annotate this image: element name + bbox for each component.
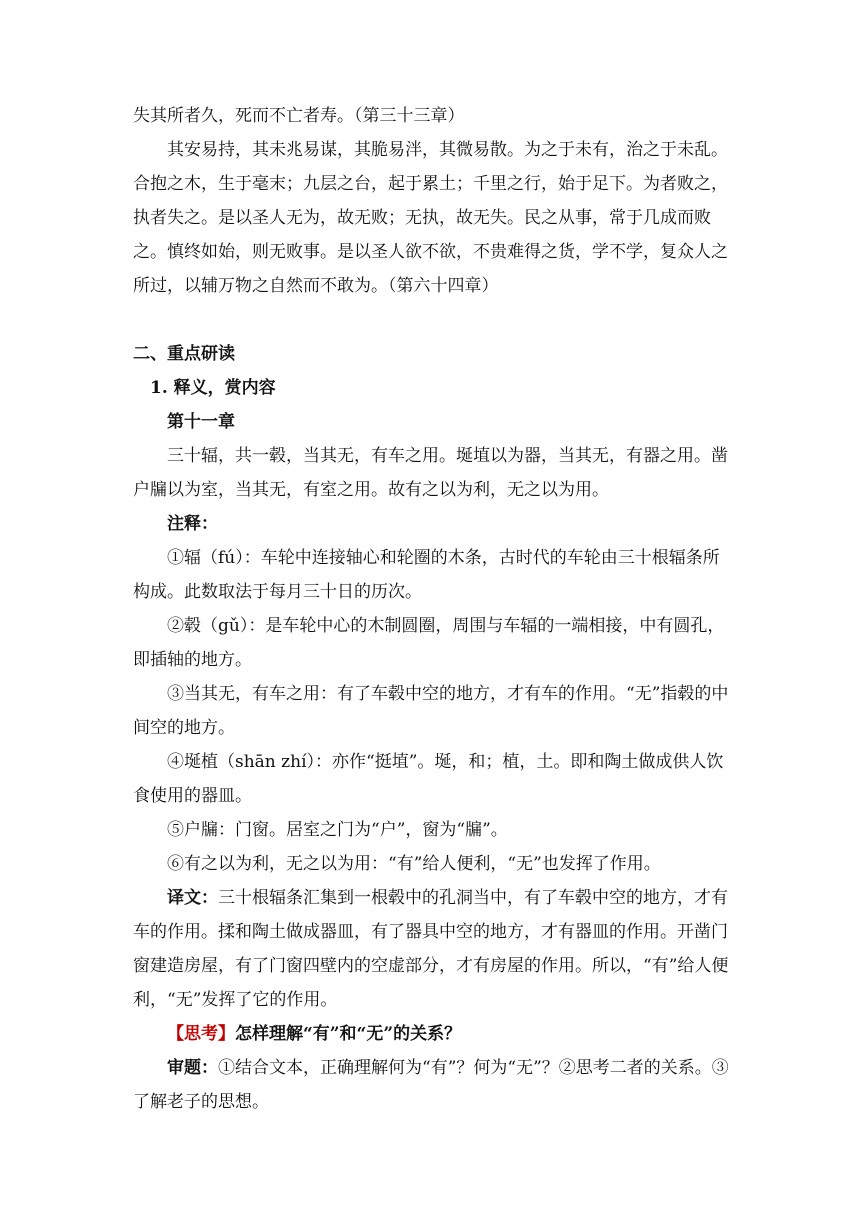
think-question: 怎样理解“有”和“无”的关系？ bbox=[235, 1024, 462, 1044]
note-item: ⑥有之以为利，无之以为用：“有”给人便利，“无”也发挥了作用。 bbox=[167, 854, 661, 874]
paragraph-chapter64: 其安易持，其未兆易谋，其脆易泮，其微易散。为之于未有，治之于未乱。合抱之木，生于毫末；九层之台，起于累土；千里之行，始于足下。为者败之，执者失之。是以圣人无为，故无败；无执，故无失。民之从事，常于几成而败之。慎终如始，则无败事。是以圣人欲不欲，不贵难得之货，学不学，复众人之所过，以辅万物之自然而不敢为。（第六十四章） bbox=[133, 140, 728, 296]
note-item: ③当其无，有车之用：有了车毂中空的地方，才有车的作用。“无”指毂的中间空的地方。 bbox=[133, 684, 729, 738]
note-item: ①辐（fú）：车轮中连接轴心和轮圈的木条，古时代的车轮由三十根辐条所构成。此数取法于每月三十日的历次。 bbox=[133, 548, 720, 602]
think-label: 【思考】 bbox=[167, 1024, 235, 1044]
analysis-paragraph bbox=[133, 1051, 731, 1119]
translation-text: 三十根辐条汇集到一根毂中的孔洞当中，有了车毂中空的地方，才有车的作用。揉和陶土做成器皿，有了器具中空的地方，才有器皿的作用。开凿门窗建造房屋，有了门窗四壁内的空虚部分，才有房屋的作用。所以，“有”给人便利，“无”发挥了它的作用。 bbox=[133, 888, 729, 1010]
think-paragraph bbox=[133, 1017, 731, 1051]
translation-paragraph bbox=[133, 881, 731, 1017]
analysis-text: ①结合文本，正确理解何为“有”？何为“无”？②思考二者的关系。③了解老子的思想。 bbox=[133, 1058, 729, 1112]
note-item: ④埏植（shān zhí）：亦作“挺埴”。埏，和；植，土。即和陶土做成供人饮食使用的器皿。 bbox=[133, 752, 724, 806]
chapter-title: 第十一章 bbox=[167, 412, 235, 432]
section-heading: 二、重点研读 bbox=[133, 344, 235, 364]
notes-label: 注释： bbox=[167, 514, 218, 534]
translation-label: 译文： bbox=[167, 888, 218, 908]
note-item: ②毂（gǔ）：是车轮中心的木制圆圈，周围与车辐的一端相接，中有圆孔，即插轴的地方。 bbox=[133, 616, 725, 670]
sub-heading: 1. 释义，赏内容 bbox=[150, 378, 276, 398]
chapter11-text: 三十辐，共一毂，当其无，有车之用。埏埴以为器，当其无，有器之用。凿户牖以为室，当其无，有室之用。故有之以为利，无之以为用。 bbox=[133, 446, 728, 500]
analysis-label: 审题： bbox=[167, 1058, 218, 1078]
paragraph-chapter33-end: 失其所者久，死而不亡者寿。（第三十三章） bbox=[133, 106, 465, 126]
note-item: ⑤户牖：门窗。居室之门为“户”，窗为“牖”。 bbox=[167, 820, 508, 840]
